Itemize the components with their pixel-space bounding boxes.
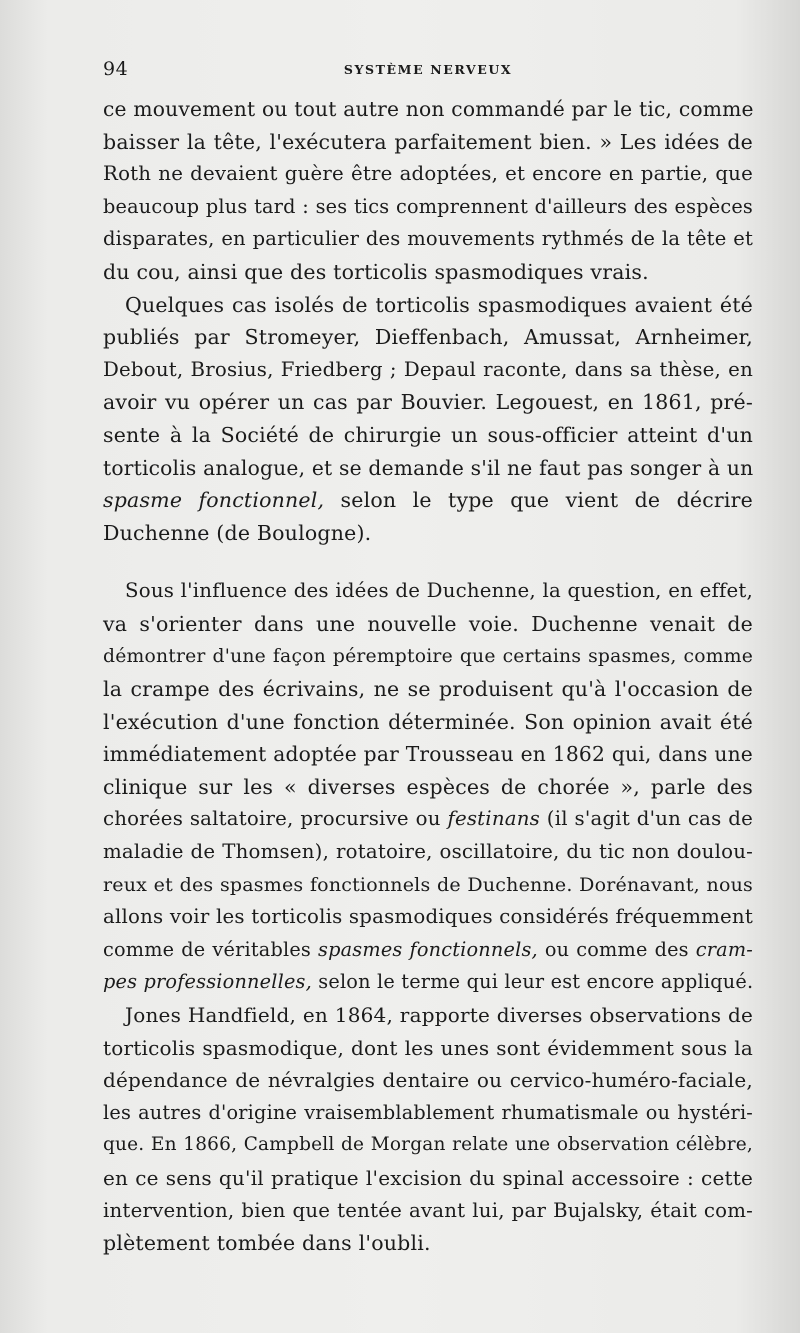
paragraph-gap — [103, 549, 753, 575]
text-line: du cou, ainsi que des torticolis spasmodiques vrais. — [103, 259, 649, 284]
text-line: dépendance de névralgies dentaire ou cervico-huméro-faciale, — [103, 1068, 753, 1093]
text-line: en ce sens qu'il pratique l'excision du spinal accessoire : cette — [103, 1166, 753, 1190]
text-line: baisser la tête, l'exécutera parfaitement bien. » Les idées de — [103, 129, 753, 154]
paragraph-1 — [103, 93, 753, 289]
page-header — [103, 58, 753, 82]
text-line: Quelques cas isolés de torticolis spasmodiques avaient été — [125, 292, 753, 317]
paragraph-2 — [103, 289, 753, 550]
text-line: torticolis spasmodique, dont les unes sont évidemment sous la — [103, 1035, 753, 1060]
italic-text: spasmes fonctionnels, — [318, 937, 538, 961]
text-span: selon le terme qui leur est encore appliqué. — [311, 970, 754, 994]
italic-text: pes professionnelles, — [103, 970, 312, 994]
text-line: Roth ne devaient guère être adoptées, et encore en partie, que — [103, 162, 753, 186]
text-line: sente à la Société de chirurgie un sous-officier atteint d'un — [103, 422, 753, 447]
text-line: allons voir les torticolis spasmodiques considérés fréquemment — [103, 905, 753, 929]
text-line: maladie de Thomsen), rotatoire, oscillatoire, du tic non doulou- — [103, 840, 753, 864]
text-line — [103, 966, 753, 999]
text-line: Sous l'influence des idées de Duchenne, la question, en effet, — [125, 579, 753, 603]
text-line: torticolis analogue, et se demande s'il ne faut pas songer à un — [103, 455, 754, 480]
text-span: chorées saltatoire, procursive ou — [103, 807, 448, 831]
text-line: intervention, bien que tentée avant lui, par Bujalsky, était com- — [103, 1198, 753, 1222]
text-line: reux et des spasmes fonctionnels de Duchenne. Dorénavant, nous — [103, 873, 753, 896]
text-line: plètement tombée dans l'oubli. — [103, 1231, 431, 1256]
text-line: la crampe des écrivains, ne se produisent qu'à l'occasion de — [103, 677, 753, 702]
text-line: publiés par Stromeyer, Dieffenbach, Amussat, Arnheimer, — [103, 325, 753, 350]
text-line — [103, 484, 753, 517]
text-line: ce mouvement ou tout autre non commandé par le tic, comme — [103, 97, 754, 121]
text-line: Jones Handfield, en 1864, rapporte diverses observations de — [125, 1003, 753, 1028]
text-span: (il s'agit d'un cas de — [539, 807, 753, 831]
text-line: Debout, Brosius, Friedberg ; Depaul raconte, dans sa thèse, en — [103, 357, 753, 381]
italic-text: cram- — [695, 937, 753, 961]
text-line: les autres d'origine vraisemblablement rhumatismale ou hystéri- — [103, 1100, 753, 1124]
text-line — [103, 934, 753, 967]
text-span: comme de véritables — [103, 937, 319, 961]
text-span: ou comme des — [537, 937, 696, 961]
text-line: l'exécution d'une fonction déterminée. Son opinion avait été — [103, 709, 753, 734]
text-line: Duchenne (de Boulogne). — [103, 520, 372, 545]
italic-text: festinans — [447, 807, 540, 831]
body-text — [103, 93, 753, 1260]
text-line: avoir vu opérer un cas par Bouvier. Legouest, en 1861, pré- — [103, 390, 753, 415]
text-line: beaucoup plus tard : ses tics comprennent d'ailleurs des espèces — [103, 194, 753, 218]
text-line — [103, 803, 753, 836]
italic-text: spasme fonctionnel, — [103, 488, 325, 513]
paragraph-4 — [103, 999, 753, 1260]
text-line: clinique sur les « diverses espèces de chorée », parle des — [103, 774, 753, 799]
text-line: démontrer d'une façon péremptoire que certains spasmes, comme — [103, 645, 753, 667]
text-line: disparates, en particulier des mouvements rythmés de la tête et — [103, 227, 753, 251]
text-line: immédiatement adoptée par Trousseau en 1862 qui, dans une — [103, 742, 753, 767]
paragraph-3 — [103, 575, 753, 999]
text-line: va s'orienter dans une nouvelle voie. Duchenne venait de — [103, 611, 753, 636]
text-line: que. En 1866, Campbell de Morgan relate une observation célèbre, — [103, 1134, 753, 1156]
text-span: selon le type que vient de décrire — [324, 488, 753, 513]
running-head: SYSTÈME NERVEUX — [343, 62, 513, 77]
page-number: 94 — [103, 58, 129, 80]
